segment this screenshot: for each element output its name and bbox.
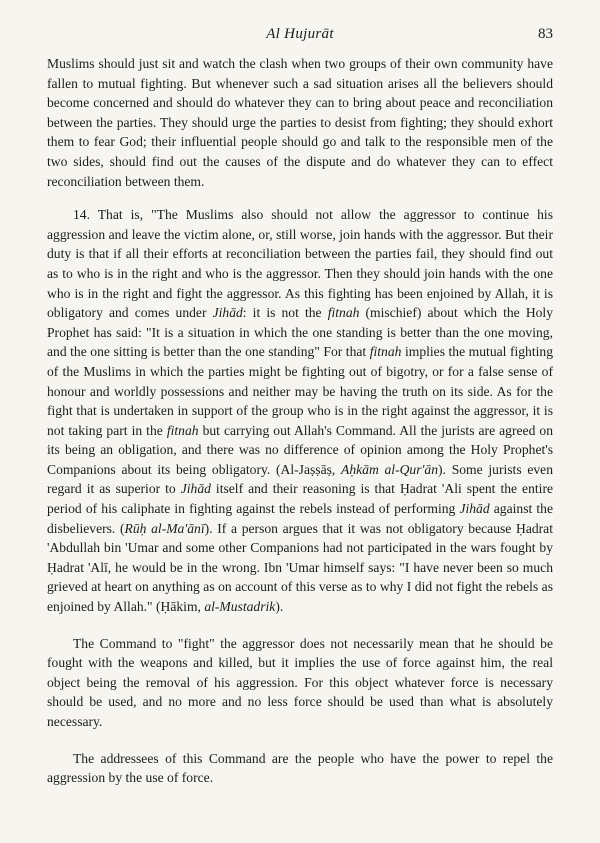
paragraph-addressees: The addressees of this Command are the people who have the power to repel the aggression by the use of force. [47,750,553,786]
paragraph-command-to-fight: The Command to "fight" the aggressor does not necessarily mean that he should be fought with the weapons and killed, but it implies the use of force against him, the real object being the removal of his aggression. For this object whatever force is necessary should be used, and no more and no less force should be used than what is absolutely necessary. [47,635,553,729]
text-run: against the disbelievers. ( [47,501,553,536]
italic-term: Jihād [459,501,490,517]
italic-citation: al-Mustadrik [204,599,276,615]
page-header [47,26,553,50]
text-run: 14. That is, "The Muslims also should not allow the aggressor to continue his aggression and leave the victim alone, or, still worse, join hands with the aggressor. But their duty is that if all their efforts at reconciliation between the parties fail, they should find out as to who is in the right and who is the aggressor. Then they should join hands with the one who is in the right and fight the aggressor. As this fighting has been enjoined by Allah, it is obligatory and comes under [47,207,553,321]
italic-citation: Rūḥ al-Ma'ānī [124,520,205,536]
text-run: ). [275,599,284,615]
italic-term: Jihād [180,481,211,497]
italic-term: fitnah [166,422,199,438]
text-run: ). If a person argues that it was not obligatory because Ḥadrat 'Abdullah bin 'Umar and some other Companions had not participated in the wars fought by Ḥadrat 'Alī, he would be in the wrong. Ibn 'Umar himself says: "I have never been so much grieved at heart on anything as on account of this verse as to why I did not fight the rebels as enjoined by Allah." (Ḥākim, [47,520,553,615]
italic-term: Jihād [212,305,243,321]
text-run: ). Some jurists even regard it as superior to [47,461,554,497]
text-run: (mischief) about which the Holy Prophet has said: "It is a situation in which the one standing is better than the one moving, and the one sitting is better than the one standing" For that [47,305,554,360]
body-text [47,54,553,788]
text-run: : it is not the [242,305,328,321]
text-run: implies the mutual fighting of the Muslims in which the parties might be fighting out of bigotry, or for a false sense of honour and worldly possessions and neither may be having the truth on its side. As for the fight that is undertaken in support of the group who is in the right against the aggressor, it is not taking part in the [47,344,553,438]
page-number: 83 [538,26,553,42]
text-run: itself and their reasoning is that Ḥadrat 'Ali spent the entire period of his caliphate in fighting against the rebels instead of performing [47,481,554,517]
note-14-paragraph [47,205,553,616]
paragraph-continuation: Muslims should just sit and watch the clash when two groups of their own community have fallen to mutual fighting. But whenever such a sad situation arises all the believers should become concerned and should do whatever they can to bring about peace and reconciliation between the parties. They should urge the parties to desist from fighting; they should exhort them to fear God; their influential people should go and talk to the responsible men of the two sides, should find out the causes of the dispute and do whatever they can to effect reconciliation between them. [47,56,553,189]
running-title: Al Hujurāt [266,26,334,42]
text-run: but carrying out Allah's Command. All the jurists are agreed on its being an obligation, and there was no difference of opinion among the Holy Prophet's Companions about its being obligatory. (Al-Jaṣṣāṣ, [47,422,553,477]
italic-citation: Aḥkām al-Qur'ān [341,461,439,477]
italic-term: fitnah [369,344,402,360]
italic-term: fitnah [327,305,360,321]
